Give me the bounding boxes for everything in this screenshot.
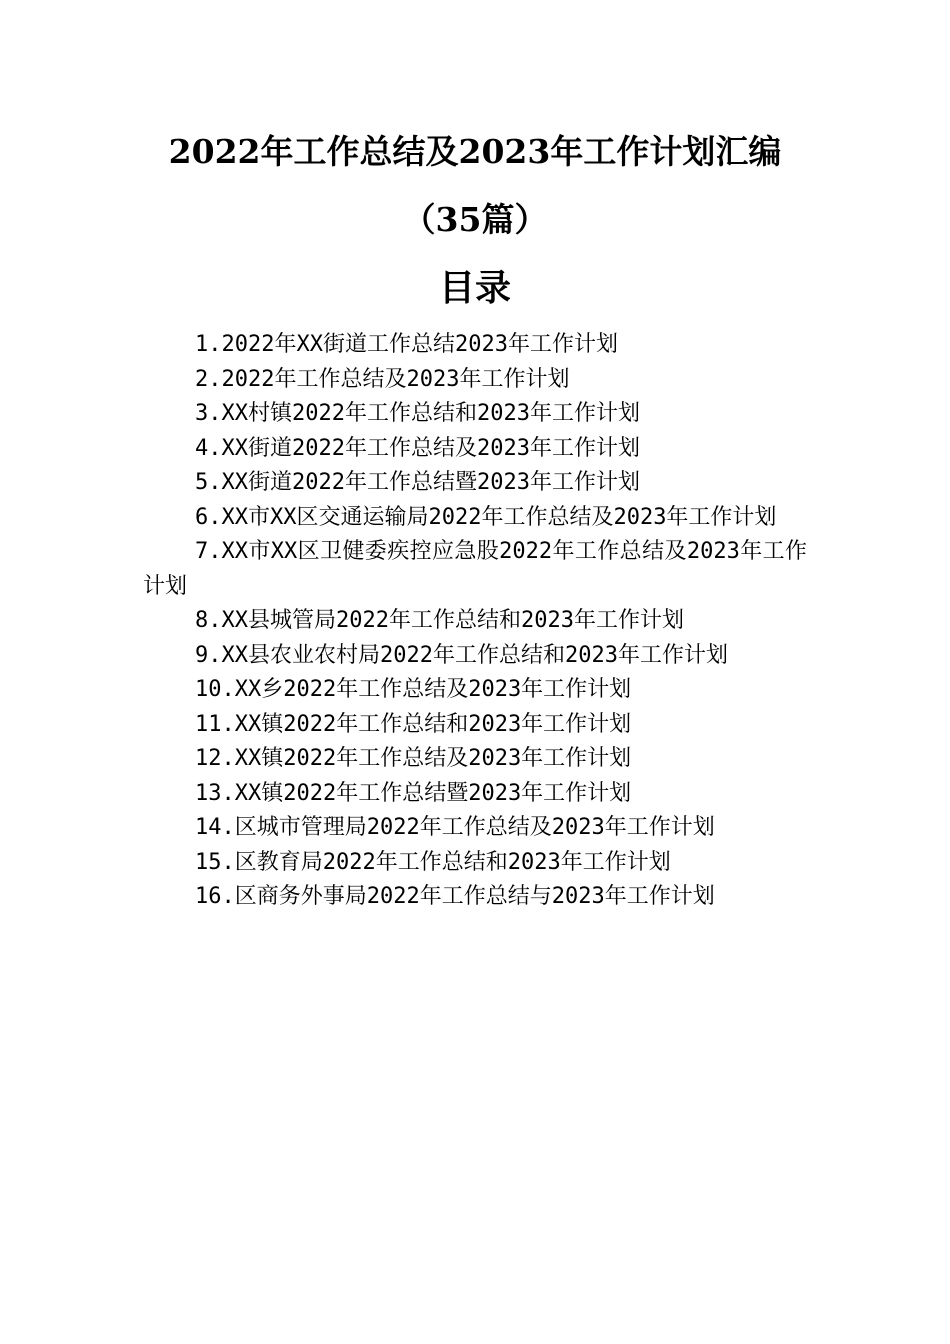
toc-heading: 目录 bbox=[438, 267, 511, 309]
toc-item[interactable]: 15.区教育局2022年工作总结和2023年工作计划 bbox=[195, 849, 671, 875]
document-title: 2022年工作总结及2023年工作计划汇编 bbox=[168, 132, 782, 171]
toc-item[interactable]: 1.2022年XX街道工作总结2023年工作计划 bbox=[195, 332, 618, 357]
toc-item[interactable]: 4.XX街道2022年工作总结及2023年工作计划 bbox=[195, 435, 640, 461]
toc-item[interactable]: 12.XX镇2022年工作总结及2023年工作计划 bbox=[195, 746, 632, 771]
toc-item[interactable]: 9.XX县农业农村局2022年工作总结和2023年工作计划 bbox=[195, 642, 728, 668]
toc-item[interactable]: 7.XX市XX区卫健委疾控应急股2022年工作总结及2023年工作计划 bbox=[143, 539, 807, 599]
toc-item[interactable]: 3.XX村镇2022年工作总结和2023年工作计划 bbox=[195, 401, 640, 426]
toc-item[interactable]: 14.区城市管理局2022年工作总结及2023年工作计划 bbox=[195, 815, 715, 840]
toc-item[interactable]: 10.XX乡2022年工作总结及2023年工作计划 bbox=[195, 677, 632, 702]
toc-item[interactable]: 11.XX镇2022年工作总结和2023年工作计划 bbox=[195, 711, 632, 737]
toc-item[interactable]: 8.XX县城管局2022年工作总结和2023年工作计划 bbox=[195, 608, 684, 633]
table-of-contents bbox=[143, 328, 807, 915]
toc-item[interactable]: 5.XX街道2022年工作总结暨2023年工作计划 bbox=[195, 470, 640, 495]
toc-item[interactable]: 6.XX市XX区交通运输局2022年工作总结及2023年工作计划 bbox=[195, 504, 777, 530]
toc-item[interactable]: 2.2022年工作总结及2023年工作计划 bbox=[195, 366, 570, 392]
toc-item[interactable]: 16.区商务外事局2022年工作总结与2023年工作计划 bbox=[195, 884, 715, 909]
toc-item[interactable]: 13.XX镇2022年工作总结暨2023年工作计划 bbox=[195, 780, 632, 806]
document-subtitle: （35篇） bbox=[402, 200, 548, 239]
